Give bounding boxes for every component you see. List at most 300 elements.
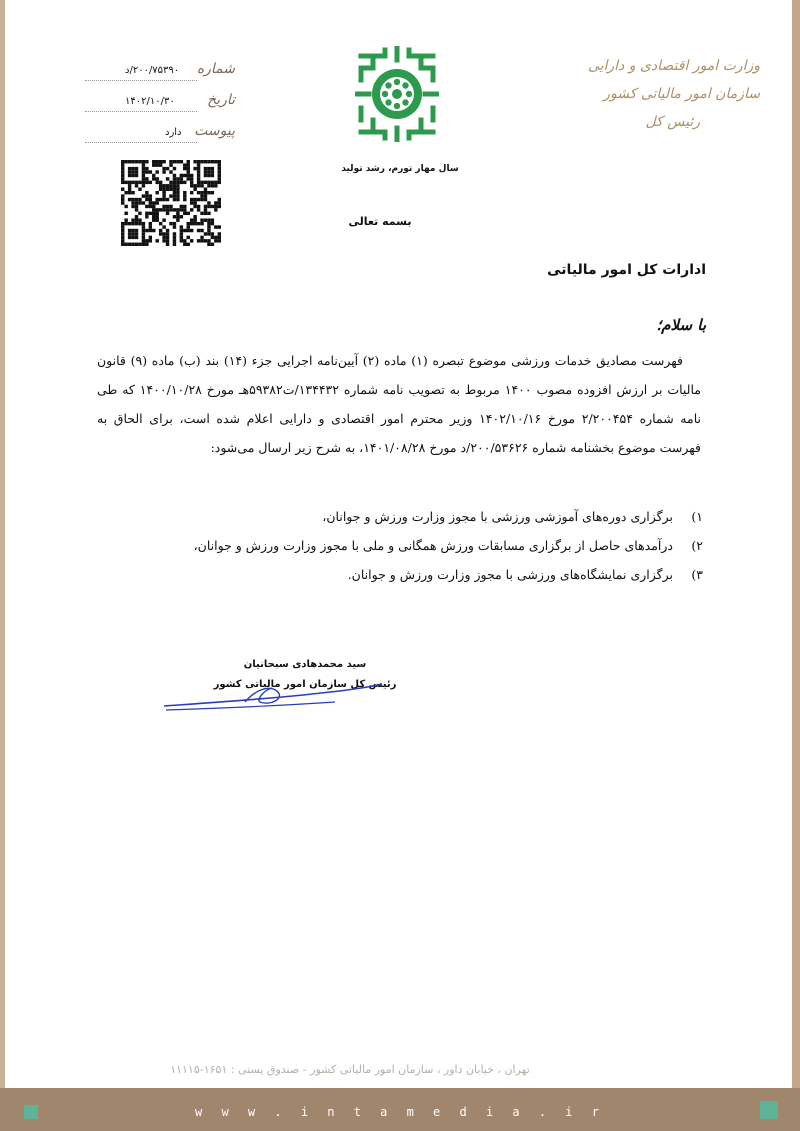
qr-module xyxy=(190,201,193,204)
qr-module xyxy=(135,222,138,225)
letter-number-label: شماره xyxy=(196,61,235,77)
qr-module xyxy=(211,236,214,239)
qr-module xyxy=(180,239,183,242)
qr-module xyxy=(149,201,152,204)
qr-module xyxy=(131,222,134,225)
letter-item-list xyxy=(97,502,703,589)
qr-module xyxy=(200,212,203,215)
qr-module xyxy=(166,205,169,208)
qr-module xyxy=(214,184,217,187)
qr-module xyxy=(131,174,134,177)
qr-module xyxy=(149,239,152,242)
qr-module xyxy=(218,198,221,201)
qr-module xyxy=(197,222,200,225)
qr-module xyxy=(218,170,221,173)
qr-module xyxy=(135,232,138,235)
qr-module xyxy=(207,160,210,163)
qr-module xyxy=(149,170,152,173)
qr-module xyxy=(173,188,176,191)
qr-module xyxy=(152,160,155,163)
qr-module xyxy=(211,222,214,225)
qr-module xyxy=(169,205,172,208)
qr-module xyxy=(180,232,183,235)
qr-code xyxy=(121,160,221,246)
footer-address: تهران ، خیابان داور ، سازمان امور مالیاتی کشور - صندوق پستی : ۱۶۵۱-۱۱۱۱۵ xyxy=(170,1063,530,1076)
qr-module xyxy=(142,184,145,187)
qr-module xyxy=(193,188,196,191)
qr-module xyxy=(169,160,172,163)
qr-module xyxy=(211,243,214,246)
qr-module xyxy=(176,184,179,187)
qr-module xyxy=(166,188,169,191)
qr-module xyxy=(128,170,131,173)
qr-module xyxy=(190,177,193,180)
qr-module xyxy=(190,181,193,184)
qr-module xyxy=(200,236,203,239)
qr-module xyxy=(128,184,131,187)
qr-module xyxy=(207,170,210,173)
list-item-number: ۱) xyxy=(691,509,703,524)
ministry-line-2: سازمان امور مالیاتی کشور xyxy=(603,86,760,102)
qr-module xyxy=(169,184,172,187)
qr-module xyxy=(183,194,186,197)
qr-module xyxy=(180,208,183,211)
qr-module xyxy=(183,191,186,194)
qr-module xyxy=(149,194,152,197)
qr-module xyxy=(183,212,186,215)
qr-module xyxy=(162,205,165,208)
qr-module xyxy=(159,232,162,235)
qr-module xyxy=(135,208,138,211)
qr-module xyxy=(121,177,124,180)
qr-module xyxy=(197,205,200,208)
qr-module xyxy=(173,167,176,170)
qr-module xyxy=(173,194,176,197)
qr-module xyxy=(145,167,148,170)
list-item-number: ۳) xyxy=(691,567,703,582)
qr-module xyxy=(121,229,124,232)
qr-module xyxy=(128,222,131,225)
qr-module xyxy=(207,225,210,228)
qr-module xyxy=(204,160,207,163)
qr-module xyxy=(138,198,141,201)
qr-module xyxy=(128,191,131,194)
qr-module xyxy=(204,198,207,201)
qr-module xyxy=(187,163,190,166)
body-paragraph: فهرست مصادیق خدمات ورزشی موضوع تبصره (۱) ماده (۲) آیین‌نامه اجرایی جزء (۱۴) بند (ب) ماده (۹) قانون مالیات بر ارزش افزوده مصوب ۱۴۰۰ مربوط به تصویب نامه شماره ۱۳۴۴۳۲/ت۵۹۳۸۲هـ مورخ ۱۴۰۰/۱۰/۲۸ که طی نامه شماره ۲/۲۰۰۴۵۴ مورخ ۱۴۰۲/۱۰/۱۶ وزیر محترم امور اقتصادی و دارایی اعلام شده است، برای الحاق به فهرست موضوع بخشنامه شماره ۲۰۰/۵۳۶۲۶/د مورخ ۱۴۰۱/۰۸/۲۸، به شرح زیر ارسال می‌شود: xyxy=(97,353,701,455)
qr-module xyxy=(128,188,131,191)
qr-module xyxy=(155,181,158,184)
qr-module xyxy=(193,184,196,187)
qr-module xyxy=(211,232,214,235)
qr-module xyxy=(121,198,124,201)
qr-module xyxy=(166,229,169,232)
qr-module xyxy=(173,174,176,177)
qr-module xyxy=(173,191,176,194)
letter-attachment-label: پیوست xyxy=(194,123,235,139)
qr-module xyxy=(187,229,190,232)
qr-module xyxy=(176,177,179,180)
page-border-left xyxy=(0,0,5,1131)
qr-module xyxy=(128,167,131,170)
qr-module xyxy=(173,208,176,211)
qr-module xyxy=(183,229,186,232)
qr-module xyxy=(142,194,145,197)
qr-module xyxy=(135,181,138,184)
ministry-header xyxy=(530,52,760,136)
qr-module xyxy=(180,181,183,184)
qr-module xyxy=(211,181,214,184)
qr-module xyxy=(218,236,221,239)
qr-module xyxy=(152,174,155,177)
qr-module xyxy=(190,229,193,232)
qr-module xyxy=(162,239,165,242)
qr-module xyxy=(121,181,124,184)
qr-module xyxy=(207,218,210,221)
qr-module xyxy=(187,243,190,246)
qr-module xyxy=(162,218,165,221)
qr-module xyxy=(152,208,155,211)
qr-module xyxy=(183,208,186,211)
qr-module xyxy=(152,229,155,232)
qr-module xyxy=(193,201,196,204)
letter-body xyxy=(97,346,701,462)
qr-module xyxy=(218,239,221,242)
qr-module xyxy=(121,174,124,177)
qr-module xyxy=(204,170,207,173)
qr-module xyxy=(187,174,190,177)
qr-module xyxy=(135,215,138,218)
qr-module xyxy=(145,181,148,184)
qr-module xyxy=(166,184,169,187)
qr-module xyxy=(204,218,207,221)
qr-module xyxy=(145,205,148,208)
qr-module xyxy=(135,205,138,208)
qr-module xyxy=(152,177,155,180)
handwritten-signature xyxy=(160,672,390,720)
qr-module xyxy=(197,191,200,194)
qr-module xyxy=(218,167,221,170)
qr-module xyxy=(155,170,158,173)
qr-module xyxy=(200,184,203,187)
qr-module xyxy=(214,225,217,228)
qr-module xyxy=(152,212,155,215)
qr-module xyxy=(197,170,200,173)
qr-module xyxy=(183,163,186,166)
qr-module xyxy=(159,163,162,166)
list-item-number: ۲) xyxy=(691,538,703,553)
list-item xyxy=(97,502,703,531)
qr-module xyxy=(142,229,145,232)
qr-module xyxy=(155,218,158,221)
qr-module xyxy=(173,222,176,225)
qr-module xyxy=(131,205,134,208)
salutation: با سلام؛ xyxy=(656,316,706,334)
qr-module xyxy=(159,184,162,187)
qr-module xyxy=(159,208,162,211)
qr-module xyxy=(142,239,145,242)
qr-module xyxy=(211,170,214,173)
qr-module xyxy=(173,236,176,239)
qr-module xyxy=(190,218,193,221)
qr-module xyxy=(149,229,152,232)
qr-module xyxy=(138,201,141,204)
letter-number-row xyxy=(85,61,235,83)
qr-module xyxy=(121,170,124,173)
qr-module xyxy=(142,167,145,170)
qr-module xyxy=(183,167,186,170)
qr-module xyxy=(204,205,207,208)
qr-module xyxy=(214,201,217,204)
qr-module xyxy=(207,229,210,232)
qr-module xyxy=(131,243,134,246)
qr-module xyxy=(155,215,158,218)
qr-module xyxy=(162,208,165,211)
qr-module xyxy=(214,205,217,208)
qr-module xyxy=(197,229,200,232)
qr-module xyxy=(183,239,186,242)
qr-module xyxy=(190,239,193,242)
qr-module xyxy=(162,232,165,235)
year-slogan: سال مهار تورم، رشد تولید xyxy=(341,164,459,174)
qr-module xyxy=(211,174,214,177)
qr-module xyxy=(128,243,131,246)
letter-number-value: ۲۰۰/۷۵۳۹۰/د xyxy=(125,65,180,76)
qr-module xyxy=(180,229,183,232)
qr-module xyxy=(173,177,176,180)
qr-module xyxy=(200,194,203,197)
qr-module xyxy=(145,243,148,246)
qr-module xyxy=(214,239,217,242)
qr-module xyxy=(197,181,200,184)
qr-module xyxy=(211,205,214,208)
qr-module xyxy=(173,198,176,201)
qr-module xyxy=(121,225,124,228)
qr-module xyxy=(121,236,124,239)
qr-module xyxy=(121,222,124,225)
qr-module xyxy=(145,212,148,215)
qr-module xyxy=(180,215,183,218)
letter-recipient: ادارات کل امور مالیاتی xyxy=(547,262,706,278)
qr-module xyxy=(193,215,196,218)
qr-module xyxy=(173,184,176,187)
qr-module xyxy=(145,160,148,163)
qr-module xyxy=(128,198,131,201)
qr-module xyxy=(211,167,214,170)
qr-module xyxy=(204,194,207,197)
qr-module xyxy=(152,218,155,221)
tax-organization-logo xyxy=(355,46,439,142)
qr-module xyxy=(173,232,176,235)
qr-module xyxy=(128,229,131,232)
qr-module xyxy=(142,174,145,177)
qr-module xyxy=(142,201,145,204)
qr-module xyxy=(149,205,152,208)
qr-module xyxy=(218,163,221,166)
qr-module xyxy=(162,225,165,228)
qr-module xyxy=(159,160,162,163)
qr-module xyxy=(131,160,134,163)
qr-module xyxy=(169,170,172,173)
qr-module xyxy=(200,191,203,194)
qr-module xyxy=(187,167,190,170)
qr-module xyxy=(155,160,158,163)
qr-module xyxy=(173,225,176,228)
qr-module xyxy=(166,212,169,215)
qr-module xyxy=(207,205,210,208)
qr-module xyxy=(128,160,131,163)
qr-module xyxy=(214,236,217,239)
qr-module xyxy=(135,236,138,239)
qr-module xyxy=(145,229,148,232)
qr-module xyxy=(218,160,221,163)
qr-module xyxy=(211,218,214,221)
qr-module xyxy=(190,184,193,187)
qr-module xyxy=(162,188,165,191)
qr-module xyxy=(162,184,165,187)
qr-module xyxy=(197,167,200,170)
qr-module xyxy=(131,229,134,232)
qr-module xyxy=(214,208,217,211)
qr-module xyxy=(176,191,179,194)
qr-module xyxy=(155,212,158,215)
qr-module xyxy=(204,191,207,194)
qr-module xyxy=(218,181,221,184)
qr-module xyxy=(169,181,172,184)
qr-module xyxy=(142,177,145,180)
qr-module xyxy=(121,194,124,197)
qr-module xyxy=(207,184,210,187)
qr-module xyxy=(124,160,127,163)
qr-module xyxy=(121,163,124,166)
footer-website: w w w . i n t a m e d i a . i r xyxy=(195,1105,605,1119)
qr-module xyxy=(166,208,169,211)
qr-module xyxy=(197,198,200,201)
qr-module xyxy=(162,194,165,197)
letter-attachment-row xyxy=(85,123,235,145)
qr-module xyxy=(128,236,131,239)
qr-module xyxy=(155,201,158,204)
qr-module xyxy=(180,177,183,180)
qr-module xyxy=(149,222,152,225)
qr-module xyxy=(207,222,210,225)
qr-module xyxy=(183,174,186,177)
qr-module xyxy=(214,160,217,163)
qr-module xyxy=(121,201,124,204)
qr-module xyxy=(124,243,127,246)
qr-module xyxy=(200,229,203,232)
qr-module xyxy=(190,191,193,194)
list-item-text: درآمدهای حاصل از برگزاری مسابقات ورزش همگانی و ملی با مجوز وزارت ورزش و جوانان، xyxy=(193,538,673,553)
qr-module xyxy=(162,198,165,201)
qr-module xyxy=(180,160,183,163)
qr-module xyxy=(197,208,200,211)
qr-module xyxy=(142,225,145,228)
qr-module xyxy=(169,208,172,211)
qr-module xyxy=(149,236,152,239)
qr-module xyxy=(183,205,186,208)
qr-module xyxy=(204,167,207,170)
qr-module xyxy=(159,188,162,191)
qr-module xyxy=(135,201,138,204)
qr-module xyxy=(166,239,169,242)
qr-module xyxy=(176,160,179,163)
qr-module xyxy=(138,212,141,215)
qr-module xyxy=(207,243,210,246)
qr-module xyxy=(142,222,145,225)
qr-module xyxy=(128,174,131,177)
qr-module xyxy=(180,236,183,239)
qr-module xyxy=(169,188,172,191)
qr-module xyxy=(131,191,134,194)
qr-module xyxy=(187,177,190,180)
qr-module xyxy=(197,160,200,163)
qr-module xyxy=(200,222,203,225)
qr-module xyxy=(142,163,145,166)
qr-module xyxy=(207,201,210,204)
qr-module xyxy=(128,181,131,184)
qr-module xyxy=(155,208,158,211)
qr-module xyxy=(197,177,200,180)
qr-module xyxy=(187,170,190,173)
letter-date-value: ۱۴۰۲/۱۰/۳۰ xyxy=(125,96,175,107)
qr-module xyxy=(142,243,145,246)
qr-module xyxy=(131,232,134,235)
qr-module xyxy=(142,181,145,184)
qr-module xyxy=(131,167,134,170)
qr-module xyxy=(197,174,200,177)
qr-module xyxy=(131,236,134,239)
qr-module xyxy=(218,205,221,208)
qr-module xyxy=(131,218,134,221)
qr-module xyxy=(124,212,127,215)
qr-module xyxy=(176,194,179,197)
qr-module xyxy=(124,218,127,221)
dotted-line xyxy=(85,111,197,112)
qr-module xyxy=(155,163,158,166)
qr-module xyxy=(207,232,210,235)
qr-module xyxy=(204,174,207,177)
qr-module xyxy=(197,184,200,187)
qr-module xyxy=(121,160,124,163)
qr-module xyxy=(197,239,200,242)
qr-module xyxy=(207,212,210,215)
qr-module xyxy=(142,232,145,235)
qr-module xyxy=(121,243,124,246)
qr-module xyxy=(176,198,179,201)
qr-module xyxy=(187,225,190,228)
qr-module xyxy=(149,181,152,184)
qr-module xyxy=(218,201,221,204)
qr-module xyxy=(162,167,165,170)
qr-module xyxy=(200,160,203,163)
list-item xyxy=(97,531,703,560)
qr-module xyxy=(162,160,165,163)
qr-module xyxy=(204,212,207,215)
qr-module xyxy=(159,222,162,225)
qr-module xyxy=(187,236,190,239)
qr-module xyxy=(204,181,207,184)
qr-module xyxy=(135,160,138,163)
qr-module xyxy=(145,170,148,173)
qr-module xyxy=(138,160,141,163)
qr-module xyxy=(207,174,210,177)
qr-module xyxy=(218,232,221,235)
qr-module xyxy=(166,177,169,180)
qr-module xyxy=(190,222,193,225)
qr-module xyxy=(138,243,141,246)
qr-module xyxy=(162,191,165,194)
